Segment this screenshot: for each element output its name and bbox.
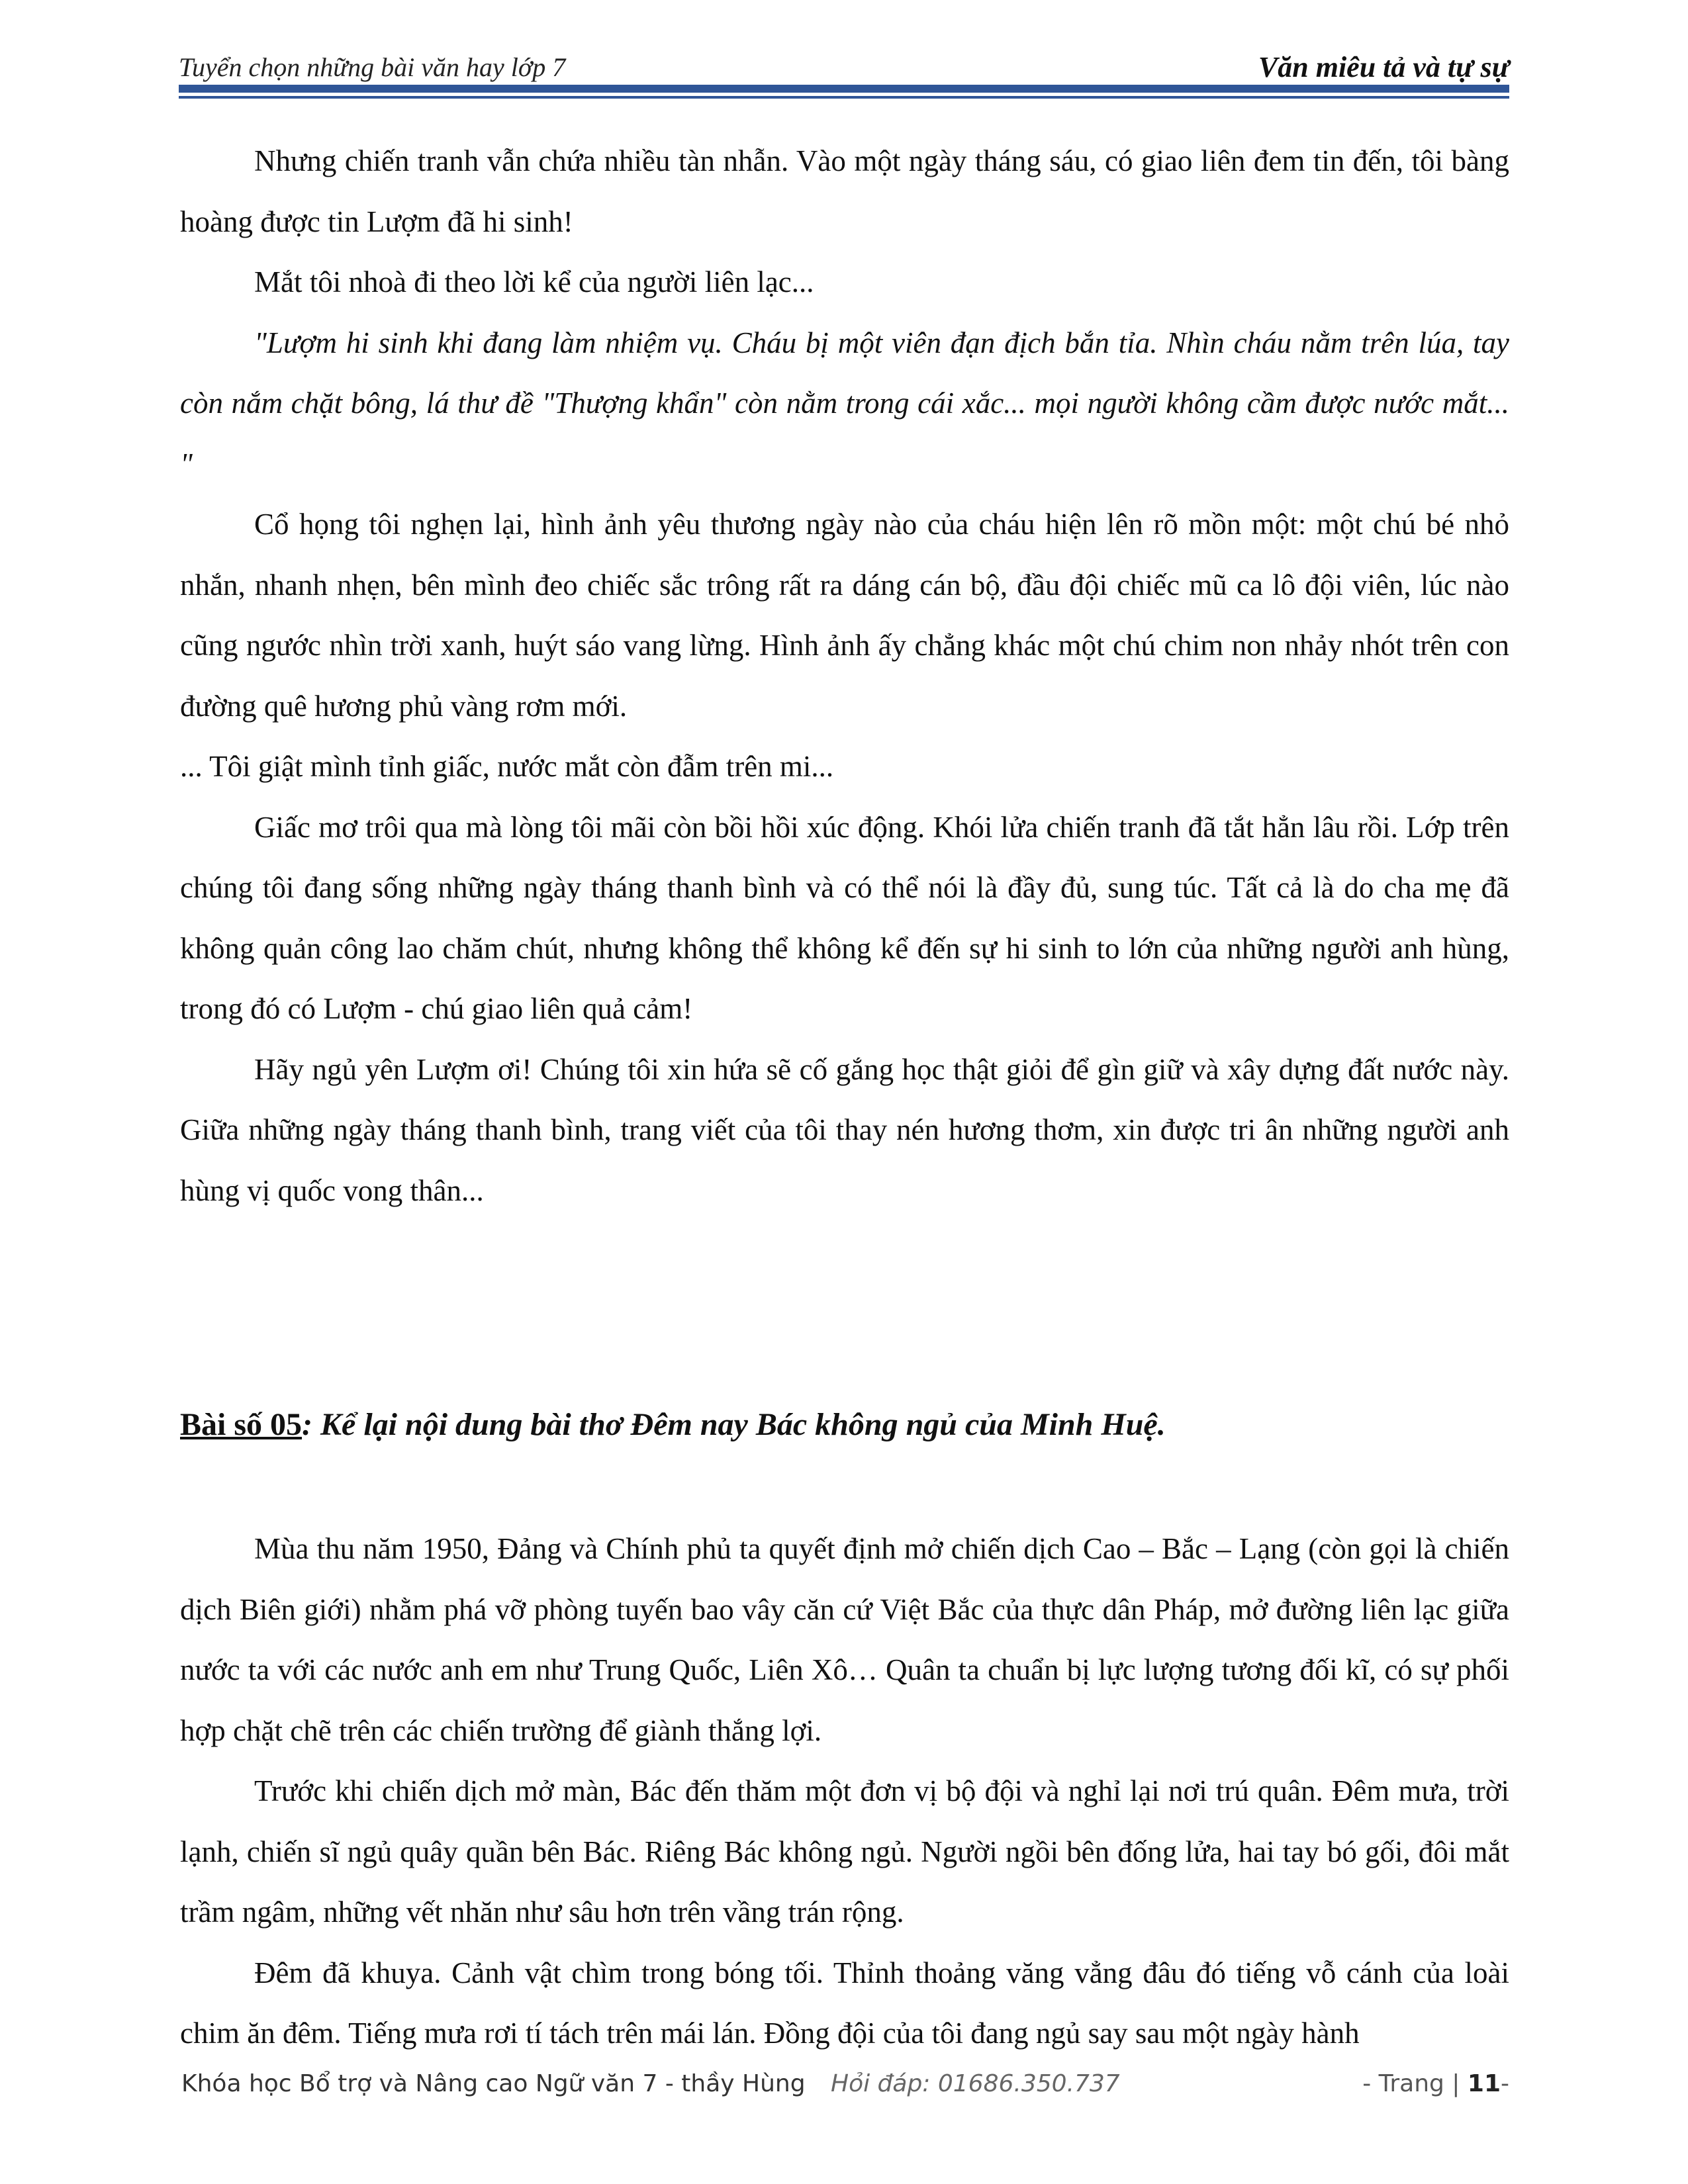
paragraph: Nhưng chiến tranh vẫn chứa nhiều tàn nhẫn. Vào một ngày tháng sáu, có giao liên đem tin đến, tôi bàng hoàng được tin Lượm đã hi sinh! <box>180 144 1509 238</box>
footer-page <box>1362 2070 1509 2097</box>
paragraph: Trước khi chiến dịch mở màn, Bác đến thăm một đơn vị bộ đội và nghỉ lại nơi trú quân. Đêm mưa, trời lạnh, chiến sĩ ngủ quây quần bên Bác. Riêng Bác không ngủ. Người ngồi bên đống lửa, hai tay bó gối, đôi mắt trầm ngâm, những vết nhăn như sâu hơn trên vầng trán rộng. <box>180 1774 1509 1929</box>
paragraph: Cổ họng tôi nghẹn lại, hình ảnh yêu thương ngày nào của cháu hiện lên rõ mồn một: một chú bé nhỏ nhắn, nhanh nhẹn, bên mình đeo chiếc sắc trông rất ra dáng cán bộ, đầu đội chiếc mũ ca lô đội viên, lúc nào cũng ngước nhìn trời xanh, huýt sáo vang lừng. Hình ảnh ấy chẳng khác một chú chim non nhảy nhót trên con đường quê hương phủ vàng rơm mới. <box>180 508 1509 723</box>
footer-page-suffix: - <box>1501 2070 1509 2097</box>
footer-course: Khóa học Bổ trợ và Nâng cao Ngữ văn 7 - thầy Hùng <box>181 2070 806 2097</box>
body-text-section-1 <box>180 131 1509 1221</box>
paragraph: Mùa thu năm 1950, Đảng và Chính phủ ta quyết định mở chiến dịch Cao – Bắc – Lạng (còn gọi là chiến dịch Biên giới) nhằm phá vỡ phòng tuyến bao vây căn cứ Việt Bắc của thực dân Pháp, mở đường liên lạc giữa nước ta với các nước anh em như Trung Quốc, Liên Xô… Quân ta chuẩn bị lực lượng tương đối kĩ, có sự phối hợp chặt chẽ trên các chiến trường để giành thắng lợi. <box>180 1532 1509 1747</box>
section-heading <box>180 1402 1509 1448</box>
paragraph: Đêm đã khuya. Cảnh vật chìm trong bóng tối. Thỉnh thoảng văng vẳng đâu đó tiếng vỗ cánh của loài chim ăn đêm. Tiếng mưa rơi tí tách trên mái lán. Đồng đội của tôi đang ngủ say sau một ngày hành <box>180 1956 1509 2050</box>
section-number: Bài số 05 <box>180 1407 303 1442</box>
header-rule-thin <box>179 96 1509 99</box>
body-text-section-2 <box>180 1519 1509 2064</box>
footer-page-number: 11 <box>1467 2070 1501 2097</box>
footer-contact: Hỏi đáp: 01686.350.737 <box>831 2070 1120 2097</box>
paragraph: Hãy ngủ yên Lượm ơi! Chúng tôi xin hứa sẽ cố gắng học thật giỏi để gìn giữ và xây dựng đất nước này. Giữa những ngày tháng thanh bình, trang viết của tôi thay nén hương thơm, xin được tri ân những người anh hùng vị quốc vong thân... <box>180 1052 1509 1207</box>
paragraph: ... Tôi giật mình tỉnh giấc, nước mắt còn đẫm trên mi... <box>180 750 834 783</box>
footer-page-prefix: - Trang | <box>1362 2070 1460 2097</box>
paragraph: Mắt tôi nhoà đi theo lời kể của người liên lạc... <box>254 265 814 298</box>
page-footer <box>179 2070 1509 2110</box>
header-left-title: Tuyển chọn những bài văn hay lớp 7 <box>179 52 566 82</box>
section-title: : Kể lại nội dung bài thơ Đêm nay Bác không ngủ của Minh Huệ. <box>302 1407 1166 1442</box>
quote-paragraph: "Lượm hi sinh khi đang làm nhiệm vụ. Cháu bị một viên đạn địch bắn tỉa. Nhìn cháu nằm trên lúa, tay còn nắm chặt bông, lá thư đề "Thượng khẩn" còn nằm trong cái xắc... mọi người không cầm được nước mắt... " <box>180 326 1509 480</box>
header-right-title: Văn miêu tả và tự sự <box>1258 51 1509 83</box>
header-rule-thick <box>179 85 1509 93</box>
paragraph: Giấc mơ trôi qua mà lòng tôi mãi còn bồi hồi xúc động. Khói lửa chiến tranh đã tắt hẳn lâu rồi. Lớp trên chúng tôi đang sống những ngày tháng thanh bình và có thể nói là đầy đủ, sung túc. Tất cả là do cha mẹ đã không quản công lao chăm chút, nhưng không thể không kể đến sự hi sinh to lớn của những người anh hùng, trong đó có Lượm - chú giao liên quả cảm! <box>180 810 1509 1025</box>
